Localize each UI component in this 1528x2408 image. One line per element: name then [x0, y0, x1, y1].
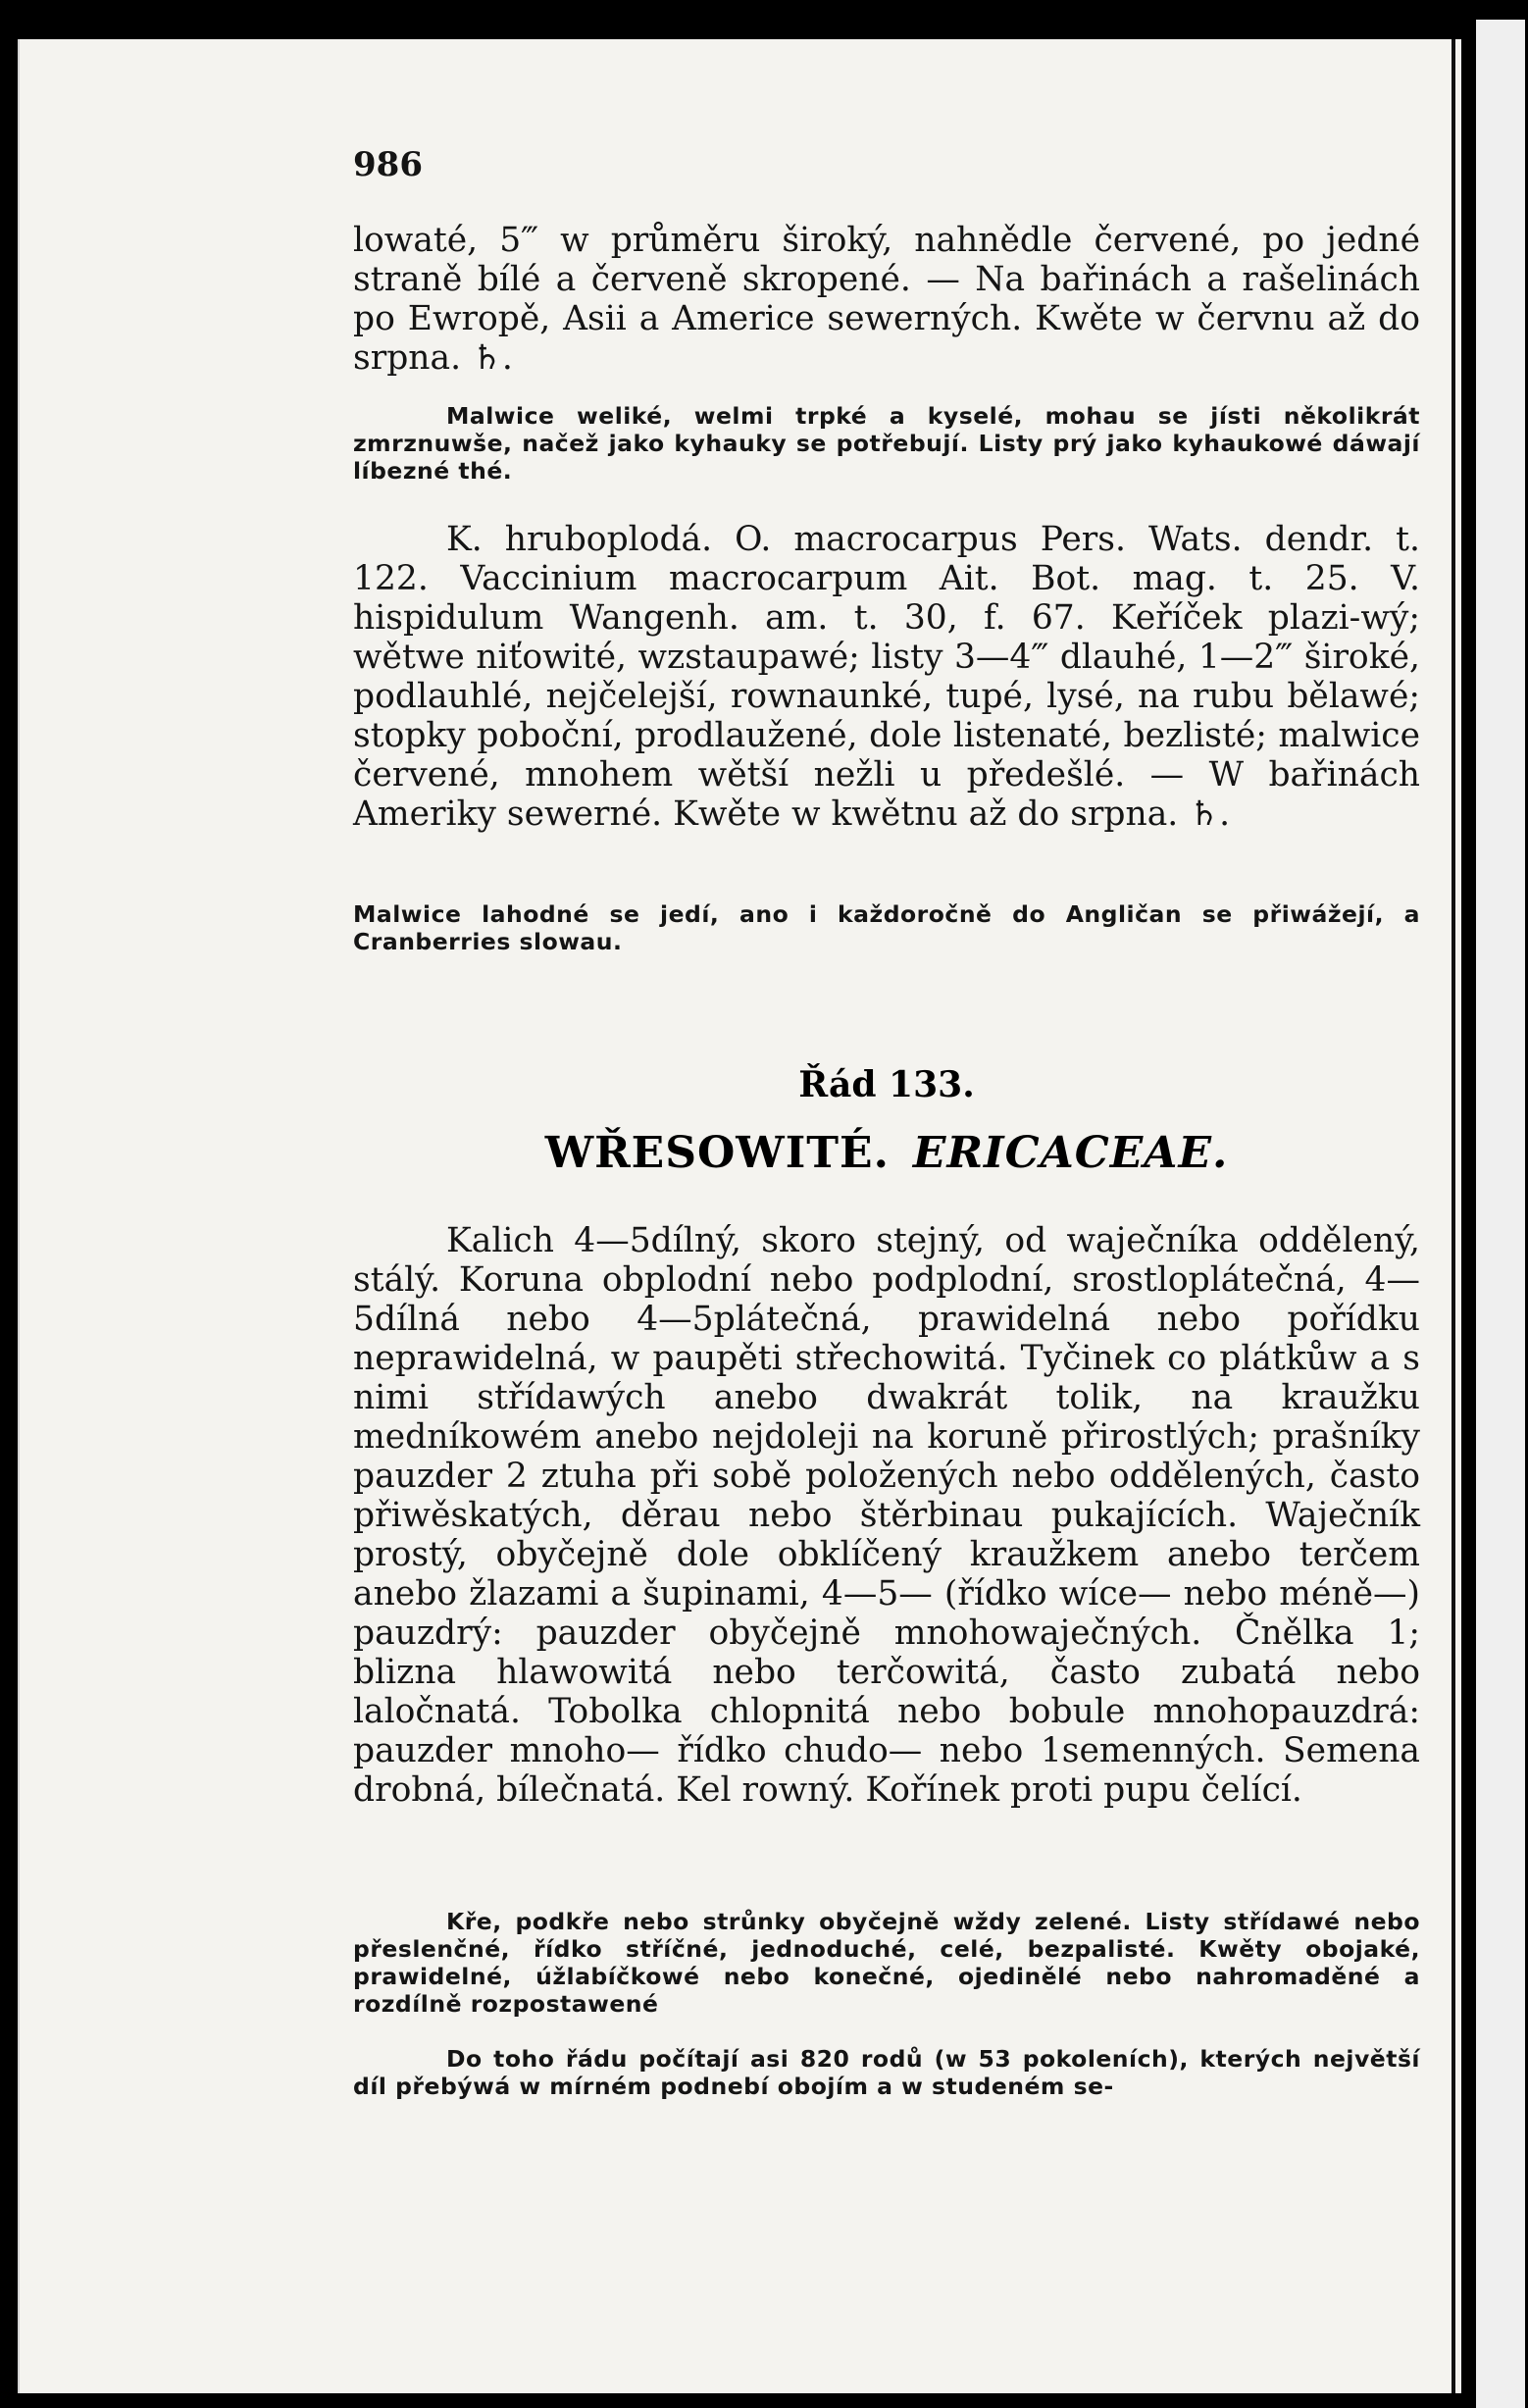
page-number: 986	[353, 145, 423, 184]
family-name-latin: ERICACEAE.	[912, 1128, 1229, 1178]
book-page	[20, 39, 1461, 2393]
species-description: K. hruboplodá. O. macrocarpus Pers. Wats. dendr. t. 122. Vaccinium macrocarpum Ait. Bot. mag. t. 25. V. hispidulum Wangenh. am. t. 30, f. 67. Keříček plazi-wý; wětwe niťowité, wzstaupawé; listy 3—4‴ dlauhé, 1—2‴ široké, podlauhlé, nejčelejší, rownaunké, tupé, lysé, na rubu bělawé; stopky poboční, prodlaužené, dole listenaté, bezlisté; malwice červené, mnohem wětší nežli u předešlé. — W bařinách Ameriky sewerné. Kwěte w kwětnu až do srpna. ♄.	[353, 520, 1420, 834]
paragraph-continuation: lowaté, 5‴ w průměru široký, nahnědle červené, po jedné straně bílé a červeně skropené. — Na bařinách a rašelinách po Ewropě, Asii a Americe sewerných. Kwěte w červnu až do srpna. ♄.	[353, 221, 1420, 378]
family-name-czech: WŘESOWITÉ.	[544, 1128, 890, 1178]
family-heading	[353, 1128, 1420, 1178]
facing-page-edge	[1476, 20, 1525, 2408]
note-paragraph-2: Malwice lahodné se jedí, ano i každoročně do Angličan se přiwážejí, a Cranberries slowau.	[353, 900, 1420, 955]
note-paragraph-4: Do toho řádu počítají asi 820 rodů (w 53 pokoleních), kterých největší díl přebýwá w mírném podnebí obojím a w studeném se-	[353, 2045, 1420, 2100]
note-paragraph-1: Malwice weliké, welmi trpké a kyselé, mohau se jísti několikrát zmrznuwše, načež jako kyhauky se potřebují. Listy prý jako kyhaukowé dáwají líbezné thé.	[353, 402, 1420, 485]
gutter-line	[1452, 39, 1455, 2393]
order-heading: Řád 133.	[798, 1064, 975, 1105]
note-paragraph-3: Kře, podkře nebo strůnky obyčejně wždy zelené. Listy střídawé nebo přeslenčné, řídko stříčné, jednoduché, celé, bezpalisté. Kwěty obojaké, prawidelné, úžlabíčkowé nebo konečné, ojedinělé nebo nahromaděné a rozdílně rozpostawené	[353, 1908, 1420, 2018]
family-description: Kalich 4—5dílný, skoro stejný, od waječníka oddělený, stálý. Koruna obplodní nebo podplodní, srostloplátečná, 4—5dílná nebo 4—5plátečná, prawidelná nebo pořídku neprawidelná, w paupěti střechowitá. Tyčinek co plátkůw a s nimi střídawých anebo dwakrát tolik, na kraužku medníkowém anebo nejdoleji na koruně přirostlých; prašníky pauzder 2 ztuha při sobě položených nebo oddělených, často přiwěskatých, děrau nebo štěrbinau pukajících. Waječník prostý, obyčejně dole obklíčený kraužkem anebo terčem anebo žlazami a šupinami, 4—5— (řídko wíce— nebo méně—) pauzdrý: pauzder obyčejně mnohowaječných. Čnělka 1; blizna hlawowitá nebo terčowitá, často zubatá nebo laločnatá. Tobolka chlopnitá nebo bobule mnohopauzdrá: pauzder mnoho— řídko chudo— nebo 1semenných. Semena drobná, bílečnatá. Kel rowný. Kořínek proti pupu čelící.	[353, 1221, 1420, 1810]
